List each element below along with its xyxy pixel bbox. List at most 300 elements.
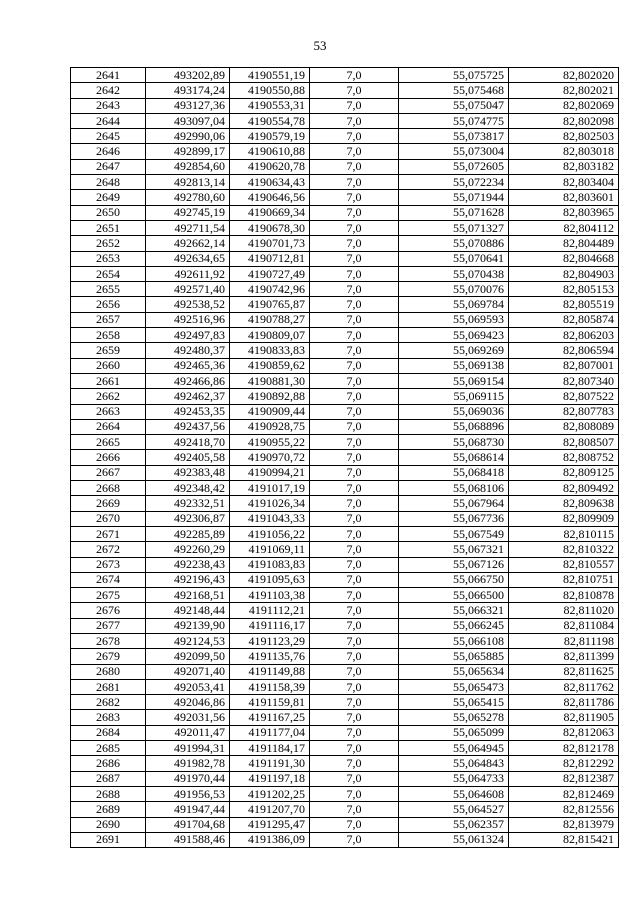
value-cell: 7,0: [310, 725, 399, 740]
x-coordinate-cell: 492437,56: [146, 419, 230, 434]
x-coordinate-cell: 492260,29: [146, 542, 230, 557]
y-coordinate-cell: 4191184,17: [230, 741, 310, 756]
x-coordinate-cell: 492332,51: [146, 496, 230, 511]
point-number-cell: 2683: [71, 710, 146, 725]
y-coordinate-cell: 4191207,70: [230, 802, 310, 817]
value-cell: 7,0: [310, 741, 399, 756]
table-row: [71, 266, 619, 281]
point-number-cell: 2660: [71, 358, 146, 373]
point-number-cell: 2677: [71, 618, 146, 633]
value-cell: 7,0: [310, 618, 399, 633]
table-row: [71, 496, 619, 511]
point-number-cell: 2676: [71, 603, 146, 618]
table-row: [71, 557, 619, 572]
table-row: [71, 633, 619, 648]
latitude-cell: 55,070438: [399, 266, 509, 281]
table-row: [71, 190, 619, 205]
table-row: [71, 373, 619, 388]
x-coordinate-cell: 492854,60: [146, 159, 230, 174]
longitude-cell: 82,802069: [509, 98, 619, 113]
table-row: [71, 481, 619, 496]
x-coordinate-cell: 491970,44: [146, 771, 230, 786]
longitude-cell: 82,811905: [509, 710, 619, 725]
point-number-cell: 2667: [71, 465, 146, 480]
y-coordinate-cell: 4191116,17: [230, 618, 310, 633]
longitude-cell: 82,809638: [509, 496, 619, 511]
table-row: [71, 251, 619, 266]
x-coordinate-cell: 492139,90: [146, 618, 230, 633]
value-cell: 7,0: [310, 526, 399, 541]
x-coordinate-cell: 492466,86: [146, 373, 230, 388]
y-coordinate-cell: 4190928,75: [230, 419, 310, 434]
latitude-cell: 55,072605: [399, 159, 509, 174]
coordinates-table-body: [71, 68, 619, 848]
point-number-cell: 2678: [71, 633, 146, 648]
y-coordinate-cell: 4191026,34: [230, 496, 310, 511]
table-row: [71, 542, 619, 557]
x-coordinate-cell: 492711,54: [146, 220, 230, 235]
latitude-cell: 55,069423: [399, 328, 509, 343]
x-coordinate-cell: 492662,14: [146, 236, 230, 251]
longitude-cell: 82,805153: [509, 282, 619, 297]
x-coordinate-cell: 492899,17: [146, 144, 230, 159]
x-coordinate-cell: 492306,87: [146, 511, 230, 526]
longitude-cell: 82,803018: [509, 144, 619, 159]
x-coordinate-cell: 492046,86: [146, 695, 230, 710]
point-number-cell: 2673: [71, 557, 146, 572]
table-row: [71, 526, 619, 541]
latitude-cell: 55,065415: [399, 695, 509, 710]
value-cell: 7,0: [310, 236, 399, 251]
point-number-cell: 2652: [71, 236, 146, 251]
latitude-cell: 55,068106: [399, 481, 509, 496]
table-row: [71, 756, 619, 771]
y-coordinate-cell: 4190955,22: [230, 435, 310, 450]
y-coordinate-cell: 4191069,11: [230, 542, 310, 557]
value-cell: 7,0: [310, 113, 399, 128]
y-coordinate-cell: 4191095,63: [230, 572, 310, 587]
longitude-cell: 82,804112: [509, 220, 619, 235]
longitude-cell: 82,812178: [509, 741, 619, 756]
point-number-cell: 2651: [71, 220, 146, 235]
table-row: [71, 679, 619, 694]
point-number-cell: 2642: [71, 83, 146, 98]
x-coordinate-cell: 492383,48: [146, 465, 230, 480]
longitude-cell: 82,804668: [509, 251, 619, 266]
longitude-cell: 82,809492: [509, 481, 619, 496]
x-coordinate-cell: 493174,24: [146, 83, 230, 98]
latitude-cell: 55,071628: [399, 205, 509, 220]
table-row: [71, 113, 619, 128]
y-coordinate-cell: 4190788,27: [230, 312, 310, 327]
value-cell: 7,0: [310, 389, 399, 404]
y-coordinate-cell: 4191197,18: [230, 771, 310, 786]
longitude-cell: 82,808507: [509, 435, 619, 450]
longitude-cell: 82,802098: [509, 113, 619, 128]
point-number-cell: 2681: [71, 679, 146, 694]
x-coordinate-cell: 492611,92: [146, 266, 230, 281]
table-row: [71, 664, 619, 679]
y-coordinate-cell: 4191043,33: [230, 511, 310, 526]
y-coordinate-cell: 4190742,96: [230, 282, 310, 297]
point-number-cell: 2688: [71, 786, 146, 801]
point-number-cell: 2644: [71, 113, 146, 128]
y-coordinate-cell: 4190765,87: [230, 297, 310, 312]
x-coordinate-cell: 492099,50: [146, 649, 230, 664]
x-coordinate-cell: 491994,31: [146, 741, 230, 756]
longitude-cell: 82,810878: [509, 588, 619, 603]
latitude-cell: 55,069269: [399, 343, 509, 358]
x-coordinate-cell: 492148,44: [146, 603, 230, 618]
table-row: [71, 98, 619, 113]
y-coordinate-cell: 4190610,88: [230, 144, 310, 159]
point-number-cell: 2675: [71, 588, 146, 603]
x-coordinate-cell: 491588,46: [146, 832, 230, 847]
x-coordinate-cell: 492538,52: [146, 297, 230, 312]
point-number-cell: 2682: [71, 695, 146, 710]
longitude-cell: 82,811198: [509, 633, 619, 648]
y-coordinate-cell: 4190892,88: [230, 389, 310, 404]
x-coordinate-cell: 492031,56: [146, 710, 230, 725]
y-coordinate-cell: 4190881,30: [230, 373, 310, 388]
x-coordinate-cell: 492405,58: [146, 450, 230, 465]
longitude-cell: 82,806203: [509, 328, 619, 343]
longitude-cell: 82,804903: [509, 266, 619, 281]
x-coordinate-cell: 492780,60: [146, 190, 230, 205]
y-coordinate-cell: 4191158,39: [230, 679, 310, 694]
latitude-cell: 55,071944: [399, 190, 509, 205]
value-cell: 7,0: [310, 756, 399, 771]
value-cell: 7,0: [310, 771, 399, 786]
latitude-cell: 55,069138: [399, 358, 509, 373]
table-row: [71, 741, 619, 756]
latitude-cell: 55,075468: [399, 83, 509, 98]
point-number-cell: 2656: [71, 297, 146, 312]
value-cell: 7,0: [310, 572, 399, 587]
value-cell: 7,0: [310, 664, 399, 679]
point-number-cell: 2666: [71, 450, 146, 465]
value-cell: 7,0: [310, 817, 399, 832]
latitude-cell: 55,069593: [399, 312, 509, 327]
y-coordinate-cell: 4190553,31: [230, 98, 310, 113]
longitude-cell: 82,807522: [509, 389, 619, 404]
point-number-cell: 2661: [71, 373, 146, 388]
table-row: [71, 297, 619, 312]
point-number-cell: 2684: [71, 725, 146, 740]
value-cell: 7,0: [310, 633, 399, 648]
longitude-cell: 82,811625: [509, 664, 619, 679]
table-row: [71, 175, 619, 190]
x-coordinate-cell: 492071,40: [146, 664, 230, 679]
longitude-cell: 82,803965: [509, 205, 619, 220]
longitude-cell: 82,811399: [509, 649, 619, 664]
y-coordinate-cell: 4191177,04: [230, 725, 310, 740]
latitude-cell: 55,064733: [399, 771, 509, 786]
table-row: [71, 695, 619, 710]
value-cell: 7,0: [310, 496, 399, 511]
x-coordinate-cell: 492990,06: [146, 129, 230, 144]
x-coordinate-cell: 492124,53: [146, 633, 230, 648]
x-coordinate-cell: 492285,89: [146, 526, 230, 541]
y-coordinate-cell: 4190970,72: [230, 450, 310, 465]
point-number-cell: 2669: [71, 496, 146, 511]
page-number: 53: [313, 38, 327, 53]
coordinates-table: [70, 67, 619, 848]
longitude-cell: 82,805874: [509, 312, 619, 327]
longitude-cell: 82,810751: [509, 572, 619, 587]
x-coordinate-cell: 492238,43: [146, 557, 230, 572]
longitude-cell: 82,811786: [509, 695, 619, 710]
table-row: [71, 312, 619, 327]
point-number-cell: 2641: [71, 68, 146, 83]
latitude-cell: 55,073004: [399, 144, 509, 159]
table-row: [71, 802, 619, 817]
latitude-cell: 55,065099: [399, 725, 509, 740]
value-cell: 7,0: [310, 373, 399, 388]
x-coordinate-cell: 492168,51: [146, 588, 230, 603]
x-coordinate-cell: 492465,36: [146, 358, 230, 373]
value-cell: 7,0: [310, 297, 399, 312]
longitude-cell: 82,803404: [509, 175, 619, 190]
point-number-cell: 2649: [71, 190, 146, 205]
value-cell: 7,0: [310, 542, 399, 557]
longitude-cell: 82,811084: [509, 618, 619, 633]
longitude-cell: 82,815421: [509, 832, 619, 847]
latitude-cell: 55,069154: [399, 373, 509, 388]
table-row: [71, 343, 619, 358]
latitude-cell: 55,064527: [399, 802, 509, 817]
point-number-cell: 2658: [71, 328, 146, 343]
y-coordinate-cell: 4191295,47: [230, 817, 310, 832]
x-coordinate-cell: 492813,14: [146, 175, 230, 190]
longitude-cell: 82,810322: [509, 542, 619, 557]
latitude-cell: 55,067549: [399, 526, 509, 541]
table-row: [71, 649, 619, 664]
point-number-cell: 2687: [71, 771, 146, 786]
point-number-cell: 2650: [71, 205, 146, 220]
y-coordinate-cell: 4190727,49: [230, 266, 310, 281]
x-coordinate-cell: 491947,44: [146, 802, 230, 817]
value-cell: 7,0: [310, 404, 399, 419]
x-coordinate-cell: 493097,04: [146, 113, 230, 128]
x-coordinate-cell: 491704,68: [146, 817, 230, 832]
table-row: [71, 328, 619, 343]
latitude-cell: 55,066500: [399, 588, 509, 603]
longitude-cell: 82,810115: [509, 526, 619, 541]
longitude-cell: 82,807340: [509, 373, 619, 388]
longitude-cell: 82,803182: [509, 159, 619, 174]
latitude-cell: 55,064843: [399, 756, 509, 771]
x-coordinate-cell: 492462,37: [146, 389, 230, 404]
point-number-cell: 2662: [71, 389, 146, 404]
value-cell: 7,0: [310, 679, 399, 694]
latitude-cell: 55,065278: [399, 710, 509, 725]
x-coordinate-cell: 492053,41: [146, 679, 230, 694]
table-row: [71, 450, 619, 465]
latitude-cell: 55,069784: [399, 297, 509, 312]
y-coordinate-cell: 4190634,43: [230, 175, 310, 190]
y-coordinate-cell: 4190701,73: [230, 236, 310, 251]
y-coordinate-cell: 4191135,76: [230, 649, 310, 664]
table-row: [71, 68, 619, 83]
value-cell: 7,0: [310, 450, 399, 465]
x-coordinate-cell: 492634,65: [146, 251, 230, 266]
point-number-cell: 2679: [71, 649, 146, 664]
x-coordinate-cell: 492196,43: [146, 572, 230, 587]
point-number-cell: 2648: [71, 175, 146, 190]
point-number-cell: 2674: [71, 572, 146, 587]
longitude-cell: 82,812292: [509, 756, 619, 771]
value-cell: 7,0: [310, 68, 399, 83]
table-row: [71, 588, 619, 603]
value-cell: 7,0: [310, 129, 399, 144]
latitude-cell: 55,067964: [399, 496, 509, 511]
table-row: [71, 358, 619, 373]
value-cell: 7,0: [310, 465, 399, 480]
longitude-cell: 82,805519: [509, 297, 619, 312]
longitude-cell: 82,811020: [509, 603, 619, 618]
y-coordinate-cell: 4191386,09: [230, 832, 310, 847]
table-row: [71, 419, 619, 434]
latitude-cell: 55,072234: [399, 175, 509, 190]
point-number-cell: 2659: [71, 343, 146, 358]
latitude-cell: 55,065634: [399, 664, 509, 679]
longitude-cell: 82,806594: [509, 343, 619, 358]
value-cell: 7,0: [310, 603, 399, 618]
latitude-cell: 55,066245: [399, 618, 509, 633]
longitude-cell: 82,812063: [509, 725, 619, 740]
latitude-cell: 55,066321: [399, 603, 509, 618]
latitude-cell: 55,073817: [399, 129, 509, 144]
table-row: [71, 129, 619, 144]
value-cell: 7,0: [310, 802, 399, 817]
x-coordinate-cell: 492480,37: [146, 343, 230, 358]
point-number-cell: 2690: [71, 817, 146, 832]
latitude-cell: 55,070641: [399, 251, 509, 266]
value-cell: 7,0: [310, 358, 399, 373]
value-cell: 7,0: [310, 511, 399, 526]
table-row: [71, 205, 619, 220]
y-coordinate-cell: 4190678,30: [230, 220, 310, 235]
value-cell: 7,0: [310, 343, 399, 358]
longitude-cell: 82,802020: [509, 68, 619, 83]
longitude-cell: 82,811762: [509, 679, 619, 694]
longitude-cell: 82,813979: [509, 817, 619, 832]
latitude-cell: 55,067736: [399, 511, 509, 526]
y-coordinate-cell: 4191112,21: [230, 603, 310, 618]
latitude-cell: 55,075725: [399, 68, 509, 83]
table-row: [71, 603, 619, 618]
point-number-cell: 2655: [71, 282, 146, 297]
latitude-cell: 55,064608: [399, 786, 509, 801]
x-coordinate-cell: 492497,83: [146, 328, 230, 343]
y-coordinate-cell: 4190712,81: [230, 251, 310, 266]
y-coordinate-cell: 4190551,19: [230, 68, 310, 83]
table-row: [71, 83, 619, 98]
y-coordinate-cell: 4191123,29: [230, 633, 310, 648]
longitude-cell: 82,812469: [509, 786, 619, 801]
longitude-cell: 82,808089: [509, 419, 619, 434]
value-cell: 7,0: [310, 175, 399, 190]
y-coordinate-cell: 4190554,78: [230, 113, 310, 128]
point-number-cell: 2654: [71, 266, 146, 281]
point-number-cell: 2668: [71, 481, 146, 496]
latitude-cell: 55,066108: [399, 633, 509, 648]
x-coordinate-cell: 492571,40: [146, 282, 230, 297]
value-cell: 7,0: [310, 557, 399, 572]
table-row: [71, 832, 619, 847]
point-number-cell: 2643: [71, 98, 146, 113]
x-coordinate-cell: 492453,35: [146, 404, 230, 419]
value-cell: 7,0: [310, 435, 399, 450]
value-cell: 7,0: [310, 205, 399, 220]
table-row: [71, 725, 619, 740]
value-cell: 7,0: [310, 98, 399, 113]
y-coordinate-cell: 4190909,44: [230, 404, 310, 419]
table-row: [71, 282, 619, 297]
latitude-cell: 55,061324: [399, 832, 509, 847]
point-number-cell: 2653: [71, 251, 146, 266]
table-row: [71, 511, 619, 526]
value-cell: 7,0: [310, 83, 399, 98]
table-row: [71, 389, 619, 404]
x-coordinate-cell: 492011,47: [146, 725, 230, 740]
latitude-cell: 55,074775: [399, 113, 509, 128]
table-row: [71, 465, 619, 480]
longitude-cell: 82,807001: [509, 358, 619, 373]
point-number-cell: 2663: [71, 404, 146, 419]
longitude-cell: 82,804489: [509, 236, 619, 251]
table-row: [71, 817, 619, 832]
value-cell: 7,0: [310, 220, 399, 235]
y-coordinate-cell: 4191202,25: [230, 786, 310, 801]
value-cell: 7,0: [310, 695, 399, 710]
y-coordinate-cell: 4190669,34: [230, 205, 310, 220]
latitude-cell: 55,064945: [399, 741, 509, 756]
value-cell: 7,0: [310, 419, 399, 434]
latitude-cell: 55,069036: [399, 404, 509, 419]
value-cell: 7,0: [310, 190, 399, 205]
latitude-cell: 55,065885: [399, 649, 509, 664]
longitude-cell: 82,808752: [509, 450, 619, 465]
latitude-cell: 55,068418: [399, 465, 509, 480]
y-coordinate-cell: 4190809,07: [230, 328, 310, 343]
point-number-cell: 2647: [71, 159, 146, 174]
x-coordinate-cell: 493202,89: [146, 68, 230, 83]
latitude-cell: 55,070076: [399, 282, 509, 297]
latitude-cell: 55,075047: [399, 98, 509, 113]
longitude-cell: 82,812556: [509, 802, 619, 817]
longitude-cell: 82,807783: [509, 404, 619, 419]
y-coordinate-cell: 4190859,62: [230, 358, 310, 373]
x-coordinate-cell: 492418,70: [146, 435, 230, 450]
y-coordinate-cell: 4190579,19: [230, 129, 310, 144]
value-cell: 7,0: [310, 312, 399, 327]
table-row: [71, 618, 619, 633]
y-coordinate-cell: 4191083,83: [230, 557, 310, 572]
point-number-cell: 2672: [71, 542, 146, 557]
y-coordinate-cell: 4190550,88: [230, 83, 310, 98]
point-number-cell: 2691: [71, 832, 146, 847]
table-row: [71, 404, 619, 419]
latitude-cell: 55,066750: [399, 572, 509, 587]
longitude-cell: 82,809909: [509, 511, 619, 526]
point-number-cell: 2689: [71, 802, 146, 817]
y-coordinate-cell: 4191149,88: [230, 664, 310, 679]
value-cell: 7,0: [310, 786, 399, 801]
table-row: [71, 159, 619, 174]
latitude-cell: 55,068730: [399, 435, 509, 450]
